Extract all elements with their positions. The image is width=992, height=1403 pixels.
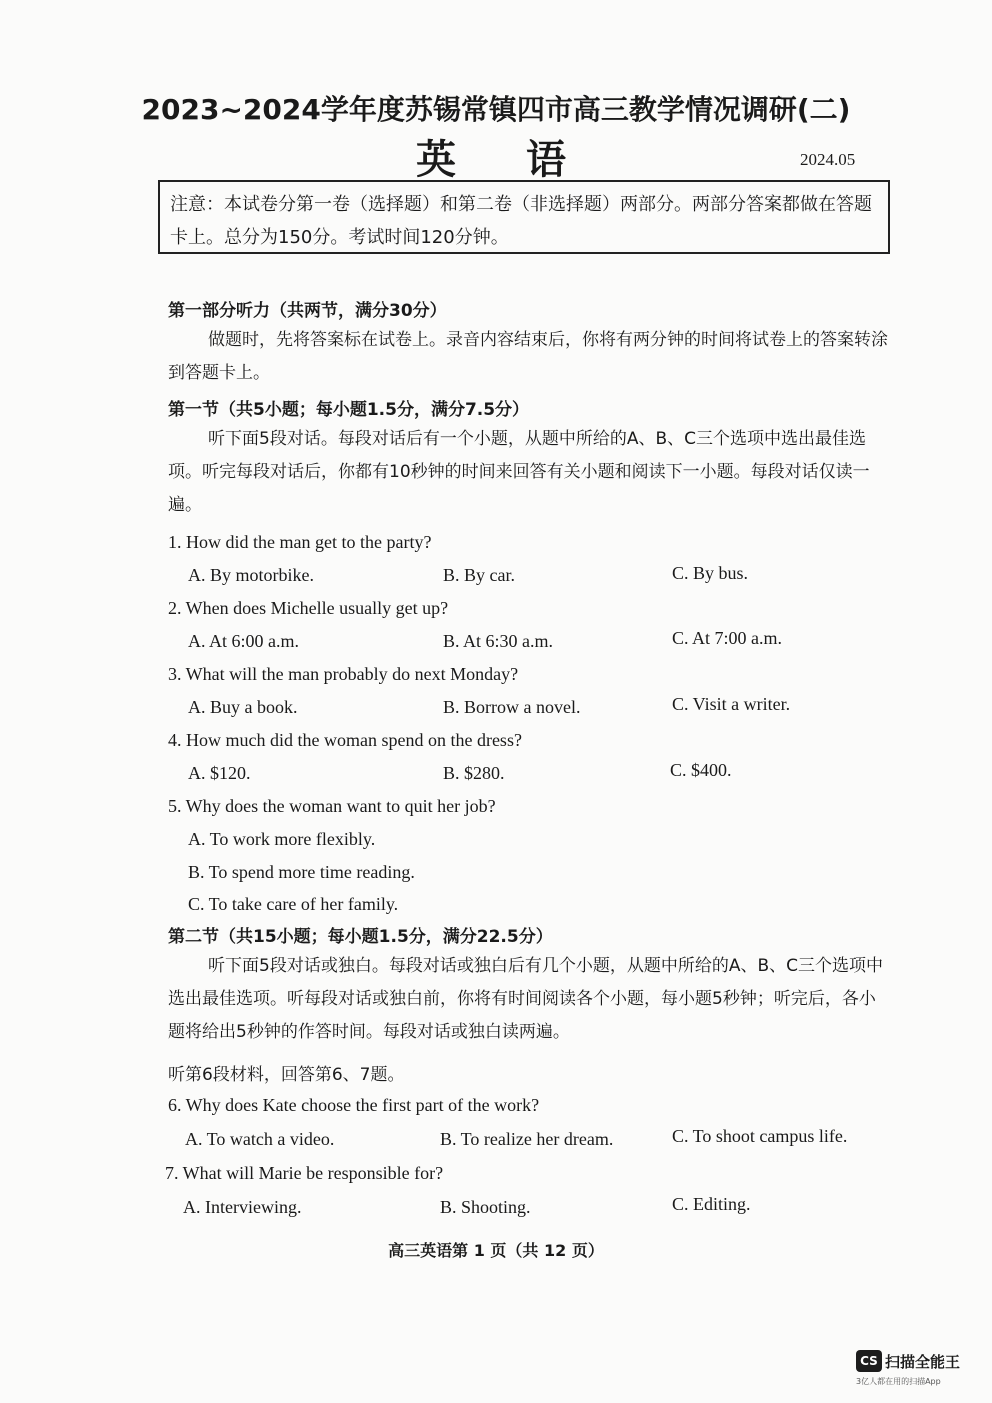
option-a: A. Buy a book.	[188, 697, 298, 717]
option-b: B. At 6:30 a.m.	[443, 631, 554, 651]
material-note: 听第6段材料，回答第6、7题。	[168, 1065, 405, 1085]
part1-instructions: 做题时，先将答案标在试卷上。录音内容结束后，你将有两分钟的时间将试卷上的答案转涂到答题卡上。	[168, 330, 888, 383]
exam-title: 2023~2024学年度苏锡常镇四市高三教学情况调研(二)	[141, 93, 851, 126]
watermark-name: 扫描全能王	[885, 1352, 961, 1371]
exam-date: 2024.05	[800, 150, 856, 169]
option-b: B. By car.	[443, 565, 515, 585]
subject-title: 英语	[416, 137, 636, 183]
option-c: C. Editing.	[672, 1194, 751, 1214]
question-stem: 3. What will the man probably do next Monday?	[168, 664, 519, 684]
watermark-subtitle: 3亿人都在用的扫描App	[856, 1377, 941, 1386]
section2-heading: 第二节（共15小题；每小题1.5分，满分22.5分）	[168, 927, 553, 947]
question-stem: 4. How much did the woman spend on the dress?	[168, 730, 522, 750]
option-c: C. At 7:00 a.m.	[672, 628, 783, 648]
option-c: C. To shoot campus life.	[672, 1126, 848, 1146]
question-stem: 7. What will Marie be responsible for?	[165, 1163, 444, 1183]
question-stem: 1. How did the man get to the party?	[168, 532, 432, 552]
option-a: A. At 6:00 a.m.	[188, 631, 299, 651]
section2-instructions: 听下面5段对话或独白。每段对话或独白后有几个小题，从题中所给的A、B、C三个选项中选出最佳选项。听每段对话或独白前，你将有时间阅读各个小题，每小题5秒钟；听完后，各小题将给出5秒钟的作答时间。每段对话或独白读两遍。	[168, 956, 883, 1042]
option-b: B. To realize her dream.	[440, 1129, 614, 1149]
page-footer: 高三英语第 1 页（共 12 页）	[388, 1241, 604, 1260]
option-b: B. To spend more time reading.	[188, 862, 415, 882]
option-c: C. By bus.	[672, 563, 749, 583]
option-a: A. To watch a video.	[185, 1129, 335, 1149]
camscanner-logo-icon: CS	[856, 1350, 882, 1372]
notice-box: 注意：本试卷分第一卷（选择题）和第二卷（非选择题）两部分。两部分答案都做在答题卡上。总分为150分。考试时间120分钟。	[158, 180, 890, 254]
section1-instructions: 听下面5段对话。每段对话后有一个小题，从题中所给的A、B、C三个选项中选出最佳选项。听完每段对话后，你都有10秒钟的时间来回答有关小题和阅读下一小题。每段对话仅读一遍。	[168, 429, 870, 515]
option-a: A. By motorbike.	[188, 565, 314, 585]
question-stem: 2. When does Michelle usually get up?	[168, 598, 449, 618]
option-c: C. To take care of her family.	[188, 894, 399, 914]
option-b: B. $280.	[443, 763, 505, 783]
question-stem: 6. Why does Kate choose the first part of the work?	[168, 1095, 540, 1115]
option-c: C. $400.	[670, 760, 732, 780]
option-a: A. To work more flexibly.	[188, 829, 376, 849]
option-a: A. $120.	[188, 763, 251, 783]
scanner-watermark	[856, 1350, 976, 1387]
option-a: A. Interviewing.	[183, 1197, 302, 1217]
option-b: B. Borrow a novel.	[443, 697, 581, 717]
part1-heading: 第一部分听力（共两节，满分30分）	[168, 301, 447, 321]
section1-heading: 第一节（共5小题；每小题1.5分，满分7.5分）	[168, 400, 530, 420]
option-c: C. Visit a writer.	[672, 694, 791, 714]
question-stem: 5. Why does the woman want to quit her job?	[168, 796, 496, 816]
option-b: B. Shooting.	[440, 1197, 531, 1217]
